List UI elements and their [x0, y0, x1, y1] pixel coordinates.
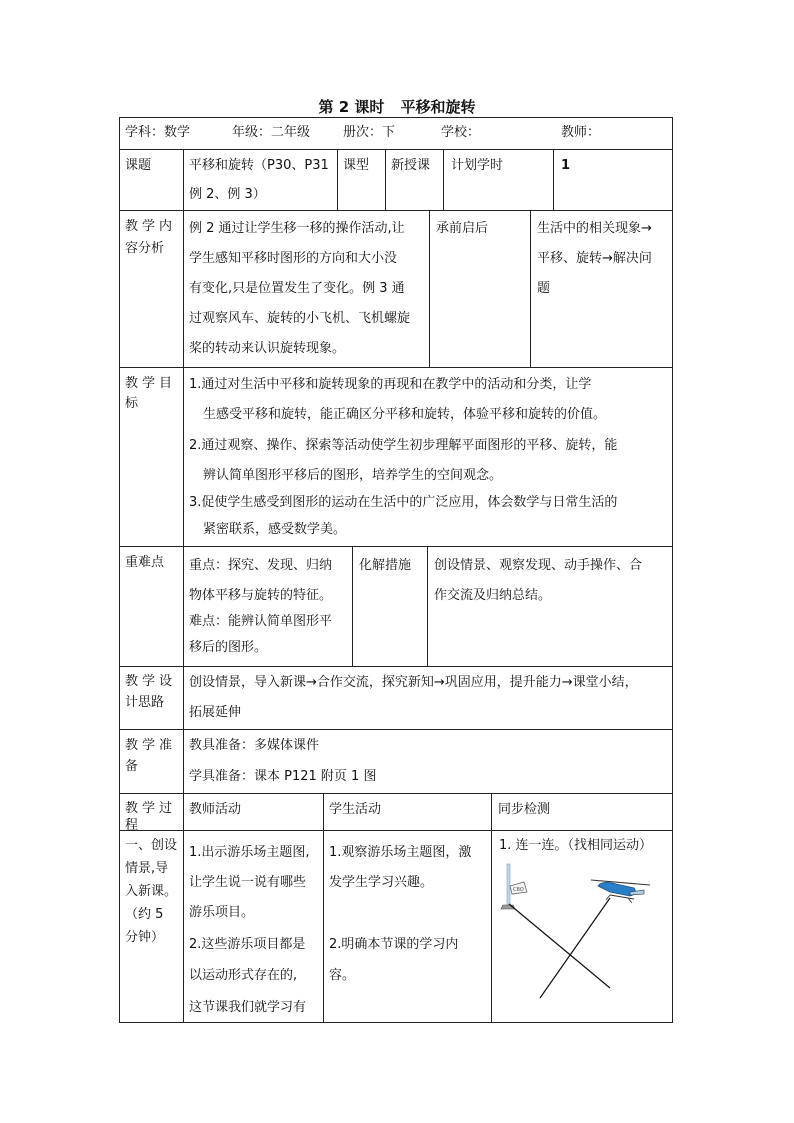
header-volume: 册次：下	[343, 125, 396, 140]
teacher-line: 1.出示游乐场主题图,	[189, 845, 310, 860]
keypoint-line: 难点：能辨认简单图形平	[189, 614, 333, 629]
header-grade: 年级：二年级	[232, 125, 311, 140]
teacher-line: 让学生说一说有哪些	[189, 875, 307, 890]
analysis-line: 桨的转动来认识旋转现象。	[189, 341, 346, 356]
stage1-label-line: 入新课。	[125, 884, 178, 899]
process-label-line2: 程	[125, 818, 139, 833]
analysis-line: 例 2 通过让学生移一移的操作活动,让	[189, 221, 405, 236]
keypoint-line: 移后的图形。	[189, 640, 268, 655]
header-school: 学校：	[441, 125, 481, 140]
goal-line: 辨认简单图形平移后的图形，培养学生的空间观念。	[203, 468, 503, 483]
analysis-right-line: 题	[537, 281, 551, 296]
keypoints-label: 重难点	[125, 555, 165, 570]
type-value: 新授课	[391, 158, 431, 173]
student-line: 发学生学习兴趣。	[329, 875, 434, 890]
type-label: 课型	[343, 158, 370, 173]
stage1-label-line: 分钟）	[125, 930, 165, 945]
process-label-line1: 教学过	[125, 801, 177, 816]
col-student-activity: 学生活动	[329, 802, 382, 817]
student-line: 容。	[329, 968, 356, 983]
prep-label-line1: 教学准	[125, 738, 177, 753]
helicopter-icon	[591, 880, 650, 903]
design-line: 拓展延伸	[189, 705, 242, 720]
keypoint-line: 物体平移与旋转的特征。	[189, 588, 333, 603]
header-subject: 学科：数学	[125, 125, 191, 140]
teacher-line: 游乐项目。	[189, 905, 255, 920]
goal-line: 1.通过对生活中平移和旋转现象的再现和在教学中的活动和分类，让学	[189, 377, 592, 392]
analysis-line: 学生感知平移时图形的方向和大小没	[189, 251, 398, 266]
student-line: 2.明确本节课的学习内	[329, 937, 459, 952]
goals-label-line2: 标	[125, 396, 139, 411]
goal-line: 紧密联系，感受数学美。	[203, 522, 347, 537]
teacher-line: 这节课我们就学习有	[189, 1000, 307, 1015]
hours-value: 1	[561, 158, 571, 173]
keypoints-right-line: 作交流及归纳总结。	[434, 588, 552, 603]
analysis-right-line: 生活中的相关现象→	[537, 221, 652, 236]
prep-line: 学具准备：课本 P121 附页 1 图	[189, 769, 377, 784]
analysis-right-line: 平移、旋转→解决问	[537, 251, 652, 266]
col-teacher-activity: 教师活动	[189, 802, 242, 817]
stage1-label-line: （约 5	[125, 907, 164, 922]
topic-label: 课题	[125, 158, 152, 173]
check-instruction: 1. 连一连。（找相同运动）	[499, 838, 653, 853]
keypoint-line: 重点：探究、发现、归纳	[189, 558, 333, 573]
keypoints-right-line: 创设情景、观察发现、动手操作、合	[434, 558, 643, 573]
analysis-line: 过观察风车、旋转的小飞机、飞机螺旋	[189, 311, 411, 326]
goal-line: 生感受平移和旋转，能正确区分平移和旋转，体验平移和旋转的价值。	[203, 407, 607, 422]
stage1-label-line: 一、创设	[125, 838, 178, 853]
header-teacher: 教师：	[561, 125, 601, 140]
analysis-label-line1: 教学内	[125, 219, 177, 234]
stage1-label-line: 情景,导	[125, 861, 169, 876]
match-line	[509, 904, 610, 988]
goals-label-line1: 教学目	[125, 376, 177, 391]
matching-diagram	[498, 862, 668, 1004]
teacher-line: 2.这些游乐项目都是	[189, 937, 306, 952]
teacher-line: 以运动形式存在的,	[189, 968, 298, 983]
design-label-line1: 教学设	[125, 674, 177, 689]
prep-line: 教具准备：多媒体课件	[189, 738, 320, 753]
topic-value-line1: 平移和旋转（P30、P31	[189, 158, 329, 173]
page-title	[0, 96, 794, 117]
lesson-number: 第 2 课时	[318, 98, 385, 116]
keypoints-mid-label: 化解措施	[359, 558, 412, 573]
flag-stand-icon	[501, 864, 527, 909]
hours-label: 计划学时	[451, 158, 504, 173]
design-line: 创设情景，导入新课→合作交流，探究新知→巩固应用，提升能力→课堂小结，	[189, 675, 638, 690]
analysis-label-line2: 容分析	[125, 241, 165, 256]
goal-line: 3.促使学生感受到图形的运动在生活中的广泛应用，体会数学与日常生活的	[189, 495, 618, 510]
design-label-line2: 计思路	[125, 695, 165, 710]
prep-label-line2: 备	[125, 759, 139, 774]
analysis-mid-label: 承前启后	[436, 221, 489, 236]
flag-text: CBO	[513, 887, 524, 893]
topic-value-line2: 例 2、例 3）	[189, 187, 266, 202]
lesson-topic: 平移和旋转	[400, 98, 476, 116]
col-sync-check: 同步检测	[498, 802, 551, 817]
goal-line: 2.通过观察、操作、探索等活动使学生初步理解平面图形的平移、旋转，能	[189, 438, 618, 453]
student-line: 1.观察游乐场主题图，激	[329, 845, 472, 860]
match-line	[540, 898, 610, 998]
analysis-line: 有变化,只是位置发生了变化。例 3 通	[189, 281, 405, 296]
